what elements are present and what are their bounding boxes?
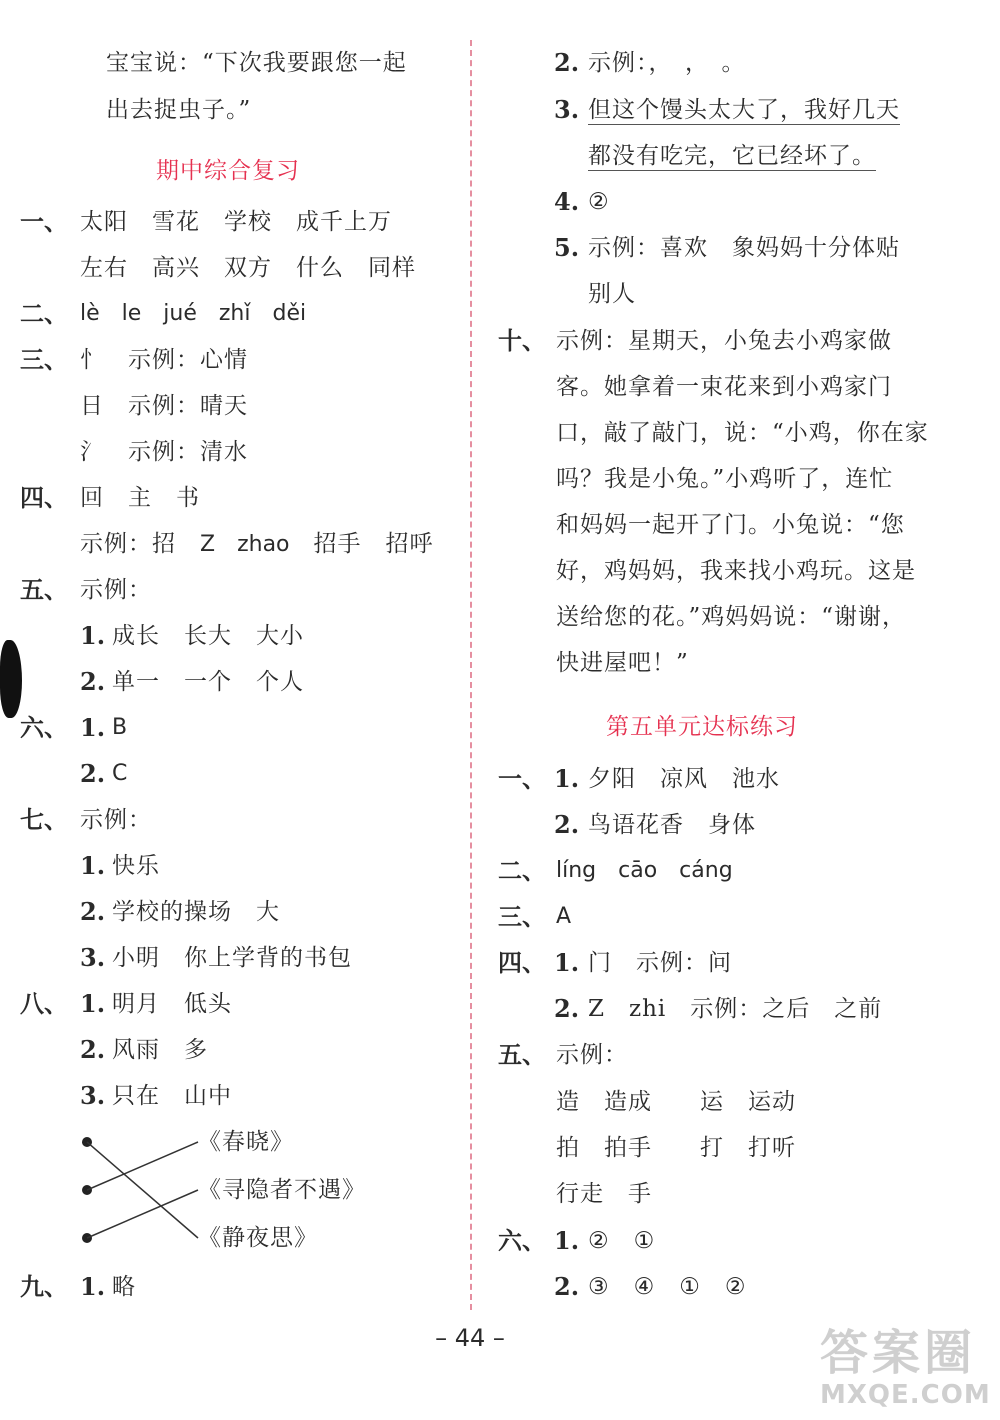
- q8-item-3: 只在 山中: [112, 1083, 232, 1109]
- r-top-2: [588, 95, 900, 125]
- q7-item-3-number: 3.: [80, 943, 106, 972]
- watermark-line-1: 答案圈: [820, 1325, 977, 1381]
- s5-title: 示例：: [556, 1042, 628, 1068]
- q7-item-3: 小明 你上学背的书包: [112, 945, 352, 971]
- s6-item-1: ② ①: [588, 1228, 656, 1254]
- r-top-4-number: 4.: [554, 187, 580, 216]
- q5-number: 五、: [20, 575, 68, 604]
- q10-line-7: 送给您的花。”鸡妈妈说：“谢谢，: [556, 604, 907, 630]
- q8-number: 八、: [20, 989, 68, 1018]
- match-line-1: [87, 1142, 198, 1238]
- s6-item-2: ③ ④ ① ②: [588, 1274, 747, 1300]
- q10-line-1: 示例：星期天，小兔去小鸡家做: [556, 328, 892, 354]
- s1-item-1: 夕阳 凉风 池水: [588, 766, 780, 792]
- r-top-3-underlined: 都没有吃完，它已经坏了。: [588, 143, 876, 169]
- q5-title: 示例：: [80, 577, 152, 603]
- q10-line-8: 快进屋吧！”: [556, 650, 689, 676]
- s5-number: 五、: [498, 1040, 546, 1069]
- page-number: – 44 –: [435, 1324, 505, 1352]
- intro-line-1: 宝宝说：“下次我要跟您一起: [106, 50, 407, 76]
- q10-number: 十、: [498, 326, 546, 355]
- q4-number: 四、: [20, 483, 68, 512]
- s4-item-2-number: 2.: [554, 994, 580, 1023]
- q9-item-number: 1.: [80, 1272, 106, 1301]
- r-top-3: [588, 141, 876, 171]
- s3-number: 三、: [498, 902, 546, 931]
- q6-item-1-number: 1.: [80, 713, 106, 742]
- r-top-2-number: 3.: [554, 95, 580, 124]
- q10-line-4: 吗？我是小兔。”小鸡听了，连忙: [556, 466, 894, 492]
- r-top-1: 示例：， ， 。: [588, 50, 746, 76]
- q5-item-2: 单一 一个 个人: [112, 669, 304, 695]
- poem-2: 《寻隐者不遇》: [198, 1177, 366, 1203]
- s5-row-1: 造 造成 运 运动: [556, 1089, 796, 1115]
- r-top-6: 别人: [588, 281, 636, 307]
- q4-row-1: 回 主 书: [80, 485, 200, 511]
- s4-item-1-number: 1.: [554, 948, 580, 977]
- section-heading-unit5: 第五单元达标练习: [606, 714, 798, 740]
- s1-item-1-number: 1.: [554, 764, 580, 793]
- q5-item-1: 成长 长大 大小: [112, 623, 304, 649]
- q2-number: 二、: [20, 299, 68, 328]
- watermark-line-2: MXQE.COM: [820, 1380, 991, 1410]
- s5-row-3: 行走 手: [556, 1181, 652, 1207]
- q3-row-1: 忄 示例：心情: [80, 347, 248, 373]
- intro-line-2: 出去捉虫子。”: [106, 97, 252, 123]
- match-line-2: [87, 1142, 198, 1190]
- match-line-3: [87, 1190, 198, 1238]
- q8-item-1: 明月 低头: [112, 991, 232, 1017]
- q9-number: 九、: [20, 1272, 68, 1301]
- s4-item-2: Z zhi 示例：之后 之前: [588, 996, 883, 1022]
- s1-item-2: 鸟语花香 身体: [588, 812, 756, 838]
- q7-number: 七、: [20, 805, 68, 834]
- poem-1: 《春晓》: [198, 1129, 294, 1155]
- q10-line-2: 客。她拿着一束花来到小鸡家门: [556, 374, 892, 400]
- r-top-1-number: 2.: [554, 48, 580, 77]
- r-top-5-number: 5.: [554, 233, 580, 262]
- q5-item-1-number: 1.: [80, 621, 106, 650]
- section-heading-midterm: 期中综合复习: [156, 158, 300, 184]
- s5-row-2: 拍 拍手 打 打听: [556, 1135, 796, 1161]
- s6-item-2-number: 2.: [554, 1272, 580, 1301]
- q1-number: 一、: [20, 207, 68, 236]
- q4-row-2-c: 招手 招呼: [289, 531, 434, 557]
- s6-item-1-number: 1.: [554, 1226, 580, 1255]
- s1-item-2-number: 2.: [554, 810, 580, 839]
- q6-number: 六、: [20, 713, 68, 742]
- watermark: [820, 1326, 991, 1410]
- s1-number: 一、: [498, 764, 546, 793]
- q3-row-3: 氵 示例：清水: [80, 439, 248, 465]
- r-top-2-underlined: 但这个馒头太大了，我好几天: [588, 97, 900, 123]
- q7-item-2: 学校的操场 大: [112, 899, 280, 925]
- scan-blot: [0, 640, 22, 718]
- q8-item-2: 风雨 多: [112, 1037, 208, 1063]
- q4-row-2: [80, 529, 434, 560]
- q7-item-1-number: 1.: [80, 851, 106, 880]
- q8-item-1-number: 1.: [80, 989, 106, 1018]
- column-divider: [470, 40, 472, 1310]
- q4-row-2-b: Z zhao: [200, 532, 290, 557]
- s2-pinyin: líng cāo cáng: [556, 858, 733, 883]
- q6-item-2-number: 2.: [80, 759, 106, 788]
- poem-3: 《静夜思》: [198, 1225, 318, 1251]
- q8-item-3-number: 3.: [80, 1081, 106, 1110]
- s4-number: 四、: [498, 948, 546, 977]
- q7-item-1: 快乐: [112, 853, 160, 879]
- s6-number: 六、: [498, 1226, 546, 1255]
- q8-item-2-number: 2.: [80, 1035, 106, 1064]
- q1-row-1: 太阳 雪花 学校 成千上万: [80, 209, 392, 235]
- r-top-4: ②: [588, 189, 610, 215]
- q10-line-6: 好，鸡妈妈，我来找小鸡玩。这是: [556, 558, 916, 584]
- s2-number: 二、: [498, 856, 546, 885]
- q9-item: 略: [112, 1274, 136, 1300]
- q7-title: 示例：: [80, 807, 152, 833]
- q5-item-2-number: 2.: [80, 667, 106, 696]
- q7-item-2-number: 2.: [80, 897, 106, 926]
- q10-line-5: 和妈妈一起开了门。小兔说：“您: [556, 512, 905, 538]
- r-top-5: 示例：喜欢 象妈妈十分体贴: [588, 235, 900, 261]
- q2-pinyin: lè le jué zhǐ děi: [80, 301, 307, 326]
- s3-answer: A: [556, 904, 572, 929]
- q10-line-3: 口，敲了敲门，说：“小鸡，你在家: [556, 420, 929, 446]
- s4-item-1: 门 示例：问: [588, 950, 732, 976]
- q3-number: 三、: [20, 345, 68, 374]
- q6-item-2: C: [112, 761, 128, 786]
- q1-row-2: 左右 高兴 双方 什么 同样: [80, 255, 416, 281]
- q4-row-2-a: 示例：招: [80, 531, 200, 557]
- q3-row-2: 日 示例：晴天: [80, 393, 248, 419]
- q6-item-1: B: [112, 715, 128, 740]
